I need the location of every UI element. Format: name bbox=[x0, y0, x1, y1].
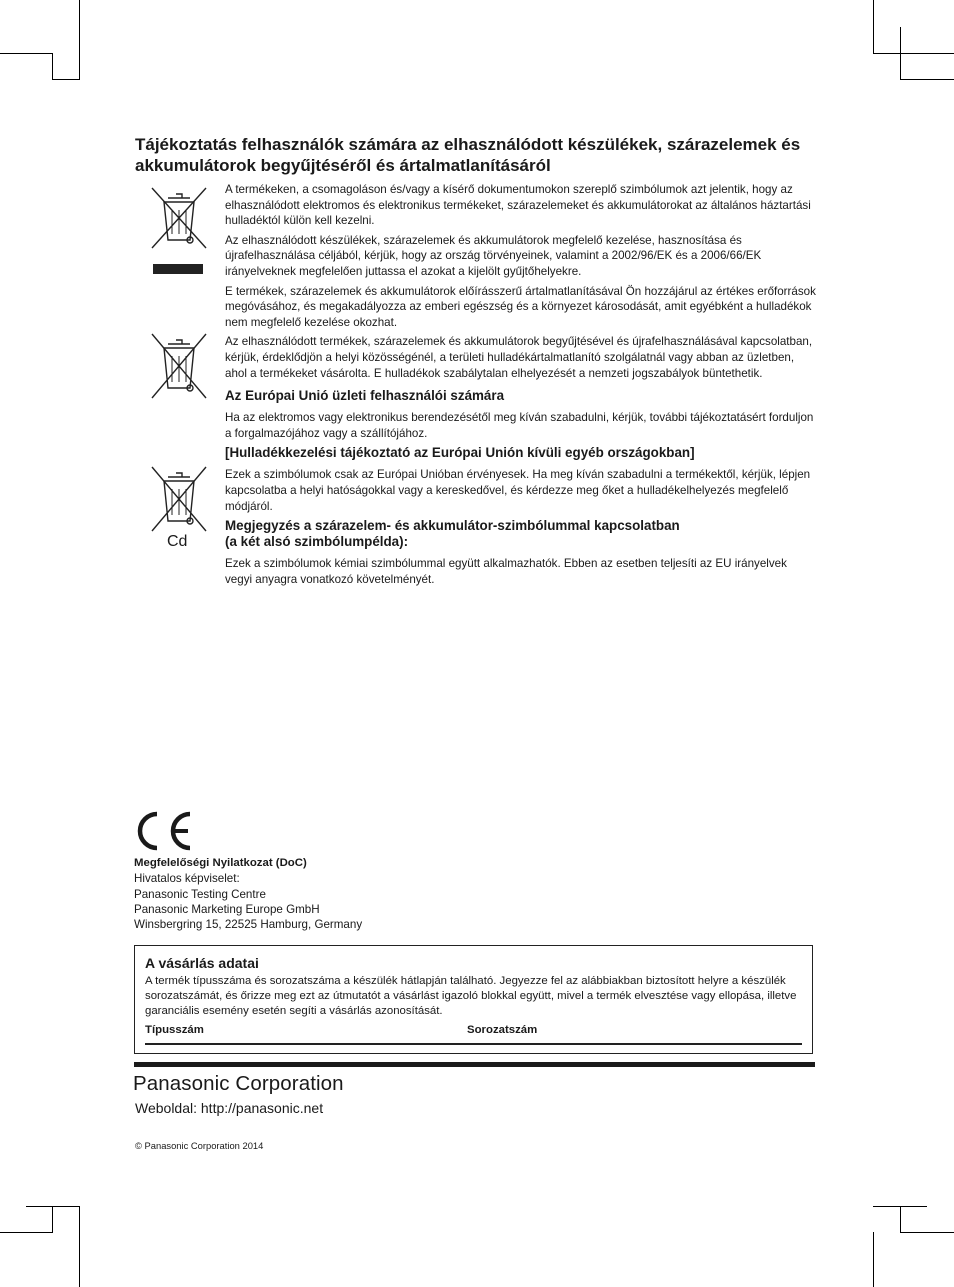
purchase-title: A vásárlás adatai bbox=[145, 955, 259, 971]
doc-line: Panasonic Testing Centre bbox=[134, 887, 266, 901]
crop-mark bbox=[0, 53, 53, 54]
crossed-bin-bar-icon bbox=[148, 180, 210, 276]
paragraph: A termékeken, a csomagoláson és/vagy a kísérő dokumentumokon szereplő szimbólumok azt jelentik, hogy az elhasználódott elektromos és elektronikus termékeket, szárazelemeket és akkumulátorokat az általános háztartási hulladéktól külön kell kezelni. bbox=[225, 183, 811, 228]
copyright: © Panasonic Corporation 2014 bbox=[135, 1140, 264, 1151]
crop-mark bbox=[873, 0, 874, 54]
crop-mark bbox=[52, 53, 53, 80]
crop-mark bbox=[900, 79, 954, 80]
brand-logo: Panasonic Corporation bbox=[133, 1072, 344, 1095]
crop-mark bbox=[79, 0, 80, 80]
section-heading: [Hulladékkezelési tájékoztató az Európai Unión kívüli egyéb országokban] bbox=[225, 445, 695, 461]
crossed-bin-icon bbox=[148, 332, 210, 402]
crop-mark bbox=[873, 1232, 874, 1287]
crop-mark bbox=[79, 1206, 80, 1287]
doc-line: Panasonic Marketing Europe GmbH bbox=[134, 902, 320, 916]
paragraph: Az elhasználódott termékek, szárazelemek és akkumulátorok begyűjtésével és újrafelhasználásával kapcsolatban, kérjük, érdeklődjön a helyi közösségénél, a területi hulladékártalmatlanító szolgálatnál vagy abban az üzletben, ahol a termékeket vásárolta. E hulladékok szabálytalan elhelyezését a nemzeti jogszabályok büntethetik. bbox=[225, 335, 813, 380]
serial-number-label: Sorozatszám bbox=[467, 1024, 538, 1036]
info-text bbox=[225, 182, 817, 591]
crop-mark bbox=[900, 1206, 901, 1233]
chemical-symbol: Cd bbox=[167, 533, 188, 550]
doc-heading: Megfelelőségi Nyilatkozat (DoC) bbox=[134, 857, 307, 869]
crop-mark bbox=[0, 1232, 53, 1233]
section-heading: Az Európai Unió üzleti felhasználói számára bbox=[225, 388, 505, 404]
crop-mark bbox=[26, 1206, 80, 1207]
paragraph: Ezek a szimbólumok kémiai szimbólummal együtt alkalmazhatók. Ebben az esetben teljesíti az EU irányelvek vegyi anyagra vonatkozó követelményét. bbox=[225, 557, 787, 586]
divider bbox=[134, 1062, 815, 1067]
doc-line: Hivatalos képviselet: bbox=[134, 872, 240, 886]
crop-mark bbox=[52, 79, 80, 80]
paragraph: E termékek, szárazelemek és akkumulátorok előírásszerű ártalmatlanításával Ön hozzájárul az értékes erőforrások megóvásához, és megakadályozza az emberi egészség és a környezet károsodását, amit egyébként a hulladékok nem megfelelő kezelése okozhat. bbox=[225, 284, 816, 329]
paragraph: Ha az elektromos vagy elektronikus berendezésétől meg kíván szabadulni, kérjük, további tájékoztatásért forduljon a forgalmazójához vagy a szállítójához. bbox=[225, 411, 814, 440]
crop-mark bbox=[873, 53, 954, 54]
heading-line: Megjegyzés a szárazelem- és akkumulátor-szimbólummal kapcsolatban bbox=[225, 518, 680, 534]
model-number-label: Típusszám bbox=[145, 1024, 204, 1036]
purchase-text: A termék típusszáma és sorozatszáma a készülék hátlapján található. Jegyezze fel az alábbiakban biztosított helyre a készülék sorozatszámát, és őrizze meg ezt az útmutatót a vásárlást igazoló blokkal együtt, mivel a termék elvesztése vagy ellopása, illetve garanciális esemény esetén segíti a vásárlás azonosítását. bbox=[145, 975, 797, 1017]
ce-mark-icon bbox=[134, 810, 194, 852]
crop-mark bbox=[873, 1206, 927, 1207]
declaration-of-conformity bbox=[134, 855, 362, 932]
doc-line: Winsbergring 15, 22525 Hamburg, Germany bbox=[134, 918, 363, 932]
website: Weboldal: http://panasonic.net bbox=[135, 1100, 324, 1116]
crop-mark bbox=[52, 1206, 53, 1233]
section-heading bbox=[225, 518, 817, 550]
heading-line: (a két alsó szimbólumpélda): bbox=[225, 534, 409, 550]
paragraph: Az elhasználódott készülékek, szárazelemek és akkumulátorok megfelelő kezelése, hasznosítása és újrafelhasználása céljából, kérjük, hogy az ország törvényeinek, valamint a 2002/96/EK és a 2006/66/EK irányelveknek megfelelően juttassa el azokat a kijelölt gyűjtőhelyekre. bbox=[225, 233, 762, 278]
page-title: Tájékoztatás felhasználók számára az elhasználódott készülékek, szárazelemek és akkumulátorok begyűjtéséről és ártalmatlanításáról bbox=[135, 135, 801, 175]
record-line bbox=[145, 1043, 802, 1045]
purchase-record-box bbox=[134, 945, 813, 1054]
paragraph: Ezek a szimbólumok csak az Európai Unióban érvényesek. Ha meg kíván szabadulni a termékektől, kérjük, lépjen kapcsolatba a helyi hatóságokkal vagy a kereskedővel, és kérdezze meg őket a hulladékelhelyezés megfelelő módjáról. bbox=[225, 468, 811, 513]
crop-mark bbox=[900, 27, 901, 80]
crop-mark bbox=[900, 1232, 954, 1233]
